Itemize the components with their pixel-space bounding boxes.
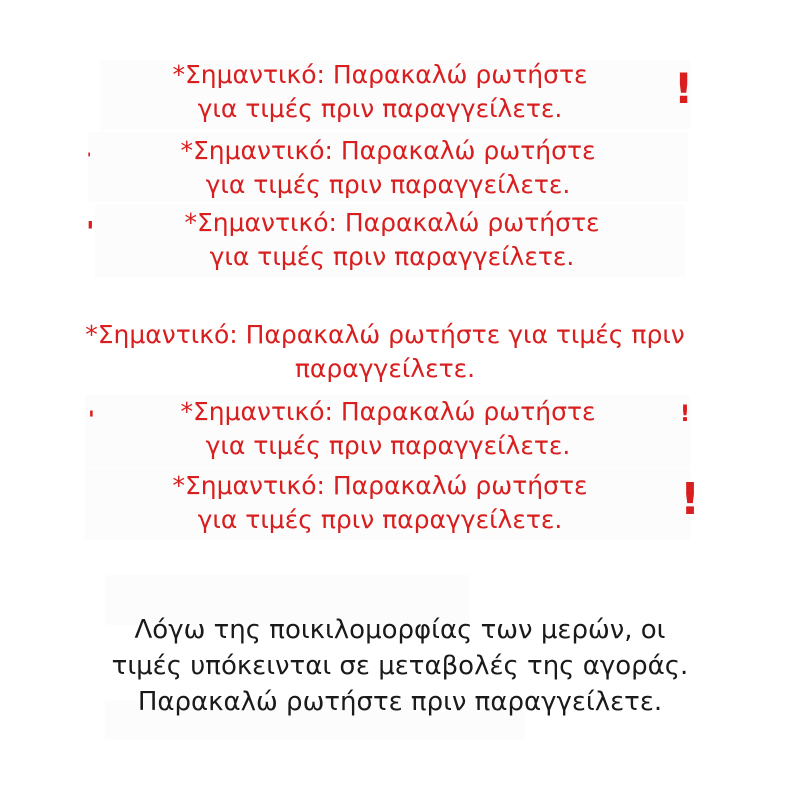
price-notice [88, 134, 688, 202]
price-notice [55, 318, 715, 386]
apostrophe-fragment: ' [87, 151, 92, 167]
apostrophe-fragment: ' [88, 408, 95, 433]
notice-line: για τιμές πριν παραγγείλετε. [197, 505, 563, 534]
pricing-disclaimer [40, 612, 760, 720]
notice-line: *Σημαντικό: Παρακαλώ ρωτήστε για τιμές πριν [85, 320, 685, 349]
notice-line: *Σημαντικό: Παρακαλώ ρωτήστε [172, 60, 588, 89]
apostrophe-fragment: ' [86, 215, 95, 248]
exclamation-fragment: ! [680, 474, 701, 525]
notice-line: για τιμές πριν παραγγείλετε. [209, 242, 575, 271]
disclaimer-line: Λόγω της ποικιλομορφίας των μερών, οι [134, 615, 666, 645]
disclaimer-line: Παρακαλώ ρωτήστε πριν παραγγείλετε. [137, 687, 663, 717]
exclamation-fragment: ! [674, 64, 694, 113]
notice-line: *Σημαντικό: Παρακαλώ ρωτήστε [180, 136, 596, 165]
disclaimer-line: τιμές υπόκεινται σε μεταβολές της αγοράς. [111, 651, 689, 681]
price-notice [80, 58, 680, 126]
price-notice [88, 395, 691, 463]
notice-line: παραγγείλετε. [294, 354, 476, 383]
price-notice [80, 469, 680, 537]
exclamation-fragment: ! [680, 402, 691, 427]
notice-line: *Σημαντικό: Παρακαλώ ρωτήστε [172, 471, 588, 500]
price-notice [92, 206, 692, 274]
notice-line: για τιμές πριν παραγγείλετε. [205, 431, 571, 460]
notice-line: *Σημαντικό: Παρακαλώ ρωτήστε [184, 208, 600, 237]
notice-line: για τιμές πριν παραγγείλετε. [197, 94, 563, 123]
notice-line: *Σημαντικό: Παρακαλώ ρωτήστε [180, 397, 596, 426]
notice-line: για τιμές πριν παραγγείλετε. [205, 170, 571, 199]
